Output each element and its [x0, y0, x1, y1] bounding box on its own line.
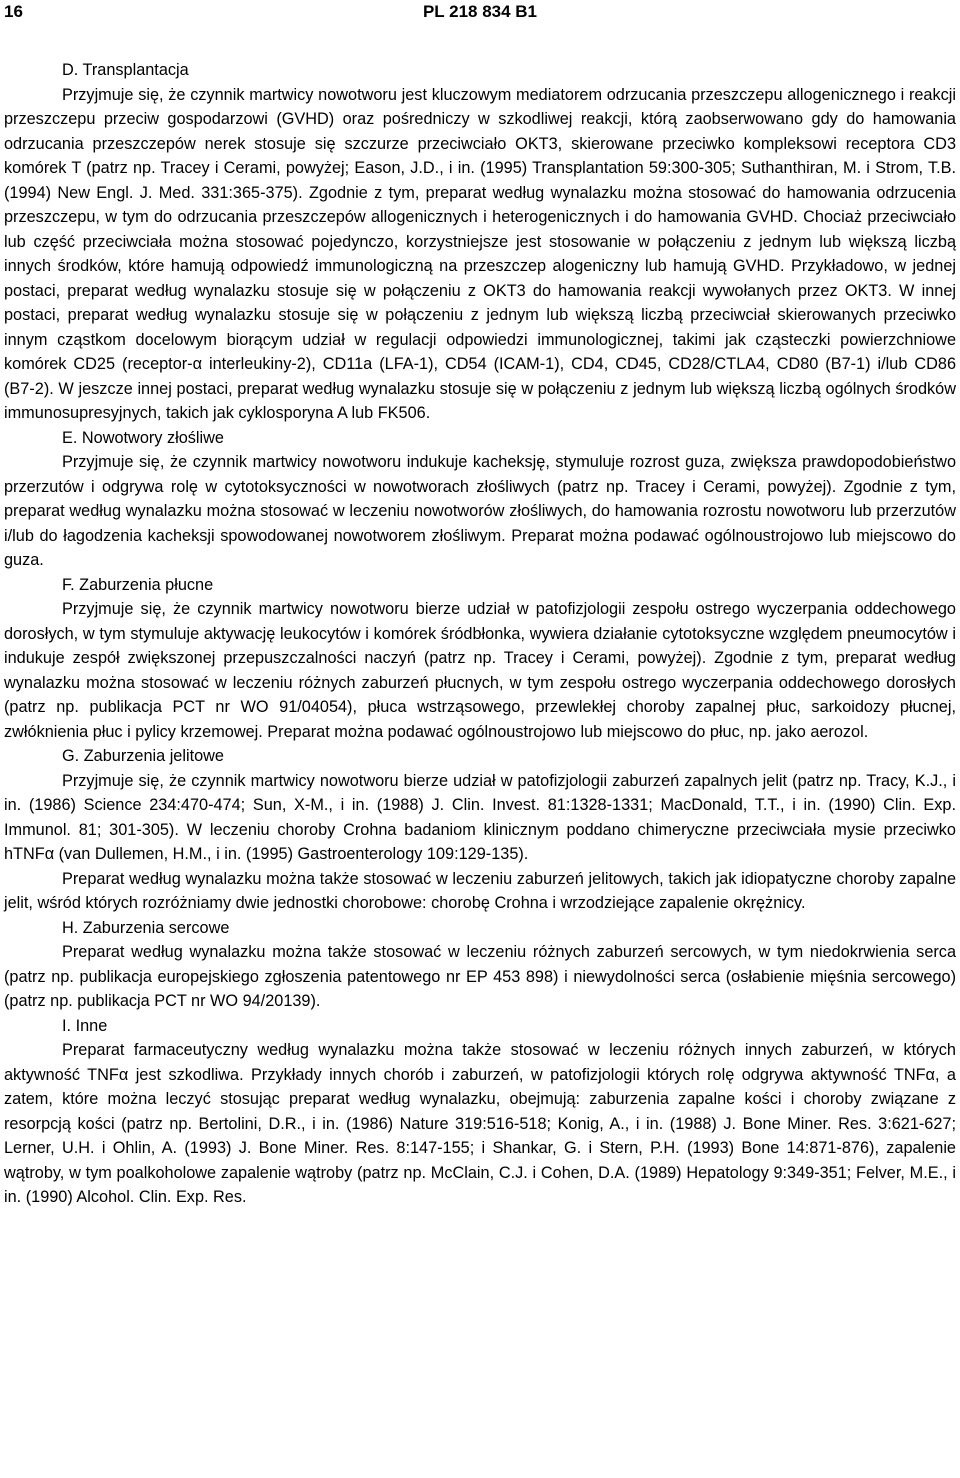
paragraph: Przyjmuje się, że czynnik martwicy nowotworu jest kluczowym mediatorem odrzucania przeszczepu allogenicznego i reakcji przeszczepu przeciw gospodarzowi (GVHD) oraz pośredniczy w szkodliwej reakcji, którą zaobserwowano gdy do hamowania odrzucania przeszczepów nerek stosuje się szczurze przeciwciało OKT3, skierowane przeciwko kompleksowi receptora CD3 komórek T (patrz np. Tracey i Cerami, powyżej; Eason, J.D., i in. (1995) Transplantation 59:300-305; Suthanthiran, M. i Strom, T.B. (1994) New Engl. J. Med. 331:365-375). Zgodnie z tym, preparat według wynalazku można stosować do hamowania odrzucenia przeszczepu, w tym do odrzucania przeszczepów allogenicznych i heterogenicznych i do hamowania GVHD. Chociaż przeciwciało lub część przeciwciała można stosować pojedynczo, korzystniejsze jest stosowanie w połączeniu z jednym lub większą liczbą innych środków, które hamują odpowiedź immunologiczną na przeszczep alogeniczny lub hamują GVHD. Przykładowo, w jednej postaci, preparat według wynalazku stosuje się w połączeniu z OKT3 do hamowania reakcji wywołanych przez OKT3. W innej postaci, preparat według wynalazku stosuje się w połączeniu z jednym lub większą liczbą przeciwciał skierowanych przeciwko innym cząstkom docelowym biorącym udział w regulacji odpowiedzi immunologicznej, takimi jak cząsteczki powierzchniowe komórek CD25 (receptor-α interleukiny-2), CD11a (LFA-1), CD54 (ICAM-1), CD4, CD45, CD28/CTLA4, CD80 (B7-1) i/lub CD86 (B7-2). W jeszcze innej postaci, preparat według wynalazku stosuje się w połączeniu z jednym lub większą liczbą ogólnych środków immunosupresyjnych, takich jak cyklosporyna A lub FK506.	[4, 85, 956, 422]
paragraph: Preparat według wynalazku można także stosować w leczeniu różnych zaburzeń sercowych, w tym niedokrwienia serca (patrz np. publikacja europejskiego zgłoszenia patentowego nr EP 453 898) i niewydolności serca (osłabienie mięśnia sercowego) (patrz np. publikacja PCT nr WO 94/20139).	[4, 943, 956, 1010]
patent-number: PL 218 834 B1	[422, 2, 538, 21]
section-zaburzenia-jelitowe	[4, 744, 956, 916]
page-header	[4, 0, 956, 24]
section-transplantacja	[4, 58, 956, 426]
paragraph: Przyjmuje się, że czynnik martwicy nowotworu bierze udział w patofizjologii zespołu ostrego wyczerpania oddechowego dorosłych, w tym stymuluje aktywację leukocytów i komórek śródbłonka, wywiera działanie cytotoksyczne względem pneumocytów i indukuje zespół zwiększonej przepuszczalności naczyń (patrz np. Tracey i Cerami, powyżej). Zgodnie z tym, preparat według wynalazku można stosować w leczeniu różnych zaburzeń płucnych, w tym zespołu ostrego wyczerpania oddechowego dorosłych (patrz np. publikacja PCT nr WO 91/04054), płuca wstrząsowego, przewlekłej choroby zapalnej płuc, sarkoidozy płucnej, zwłóknienia płuc i pylicy krzemowej. Preparat można podawać ogólnoustrojowo lub miejscowo do płuc, np. jako aerozol.	[4, 600, 956, 741]
paragraph: Przyjmuje się, że czynnik martwicy nowotworu indukuje kacheksję, stymuluje rozrost guza, zwiększa prawdopodobieństwo przerzutów i odgrywa rolę w cytotoksyczności w nowotworach złośliwych (patrz np. Tracey i Cerami, powyżej). Zgodnie z tym, preparat według wynalazku można stosować w leczeniu nowotworów złośliwych, do hamowania rozrostu nowotworu lub przerzutów i/lub do łagodzenia kacheksji spowodowanej nowotworem złośliwym. Preparat można podawać ogólnoustrojowo lub miejscowo do guza.	[4, 453, 956, 569]
paragraph: Przyjmuje się, że czynnik martwicy nowotworu bierze udział w patofizjologii zaburzeń zapalnych jelit (patrz np. Tracy, K.J., i in. (1986) Science 234:470-474; Sun, X-M., i in. (1988) J. Clin. Invest. 81:1328-1331; MacDonald, T.T., i in. (1990) Clin. Exp. Immunol. 81; 301-305). W leczeniu choroby Crohna badaniom klinicznym poddano chimeryczne przeciwciała mysie przeciwko hTNFα (van Dullemen, H.M., i in. (1995) Gastroenterology 109:129-135).	[4, 771, 956, 863]
section-heading: G. Zaburzenia jelitowe	[62, 747, 224, 765]
section-heading: E. Nowotwory złośliwe	[62, 428, 224, 447]
section-heading: F. Zaburzenia płucne	[62, 575, 214, 594]
section-heading: D. Transplantacja	[62, 61, 189, 79]
document-body	[4, 58, 956, 1210]
paragraph: Preparat według wynalazku można także stosować w leczeniu zaburzeń jelitowych, takich jak idiopatyczne choroby zapalne jelit, wśród których rozróżniamy dwie jednostki chorobowe: chorobę Crohna i wrzodziejące zapalenie okrężnicy.	[4, 869, 956, 912]
page-number: 16	[4, 2, 23, 21]
section-inne	[4, 1014, 956, 1210]
section-nowotwory	[4, 426, 956, 573]
section-zaburzenia-plucne	[4, 573, 956, 745]
section-heading: H. Zaburzenia sercowe	[62, 918, 230, 937]
paragraph: Preparat farmaceutyczny według wynalazku można także stosować w leczeniu różnych innych zaburzeń, w których aktywność TNFα jest szkodliwa. Przykłady innych chorób i zaburzeń, w patofizjologii których rolę odgrywa aktywność TNFα, a zatem, które można leczyć stosując preparat według wynalazku, obejmują: zaburzenia zapalne kości i choroby związane z resorpcją kości (patrz np. Bertolini, D.R., i in. (1986) Nature 319:516-518; Konig, A., i in. (1988) J. Bone Miner. Res. 3:621-627; Lerner, U.H. i Ohlin, A. (1993) J. Bone Miner. Res. 8:147-155; i Shankar, G. i Stern, P.H. (1993) Bone 14:871-876), zapalenie wątroby, w tym poalkoholowe zapalenie wątroby (patrz np. McClain, C.J. i Cohen, D.A. (1989) Hepatology 9:349-351; Felver, M.E., i in. (1990) Alcohol. Clin. Exp. Res.	[4, 1041, 956, 1206]
section-heading: I. Inne	[62, 1016, 108, 1035]
section-zaburzenia-sercowe	[4, 916, 956, 1014]
